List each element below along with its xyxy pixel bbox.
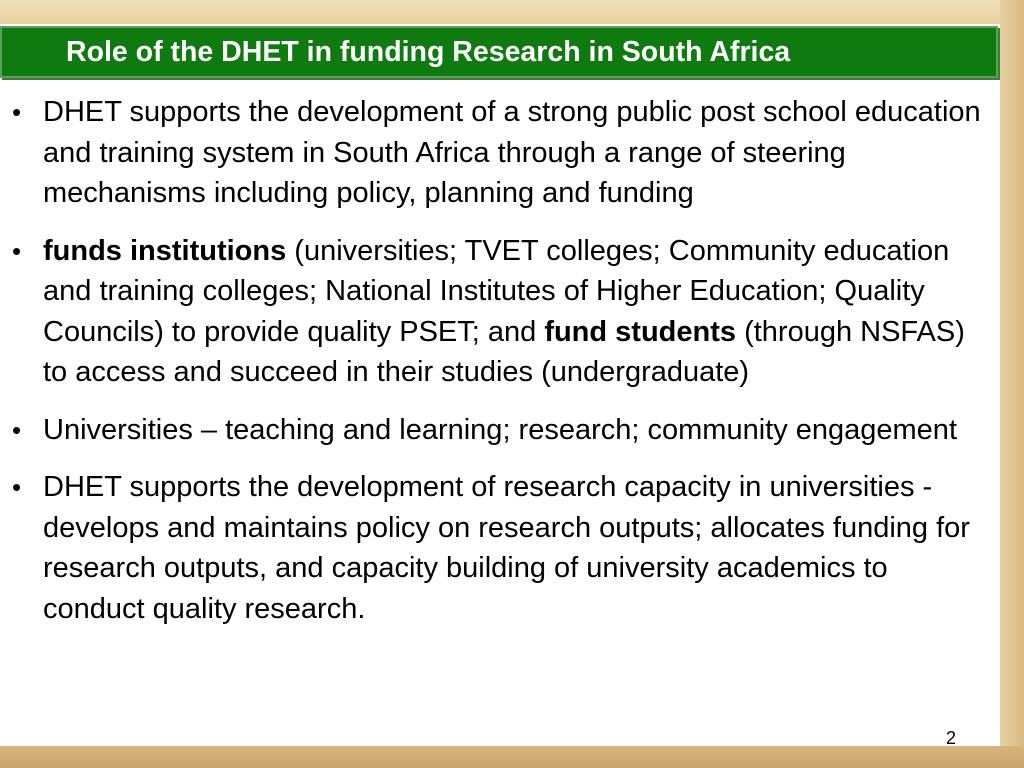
bullet-text xyxy=(43,96,981,209)
frame-top-border xyxy=(0,0,1024,24)
bullet-text xyxy=(43,414,957,446)
frame-bottom-border xyxy=(0,746,1024,768)
bullet-text xyxy=(43,471,970,625)
bullet-text-run: DHET supports the development of research capacity in universities - develops and maintains policy on research outputs; allocates funding for research outputs, and capacity building of university academics to conduct quality research. xyxy=(43,471,970,625)
bullet-text xyxy=(43,235,965,389)
bullet-text-run: (universities; TVET colleges; Community education and training colleges; National Institutes of Higher Education; Quality Councils) to provide quality PSET; and xyxy=(43,234,950,348)
bullet-list xyxy=(0,92,1000,646)
bullet-text-run: DHET supports the development of a strong public post school education and training system in South Africa through a range of steering mechanisms including policy, planning and funding xyxy=(43,96,981,209)
bullet-item xyxy=(0,410,1000,451)
bullet-text-bold-run: fund students xyxy=(544,315,737,348)
page-number: 2 xyxy=(946,728,957,748)
bullet-item xyxy=(0,467,1000,629)
slide-title: Role of the DHET in funding Research in South Africa xyxy=(66,35,791,68)
bullet-dot-icon: • xyxy=(12,97,22,127)
bullet-text-run: Universities – teaching and learning; research; community engagement xyxy=(43,413,957,446)
title-bar xyxy=(0,26,998,78)
bullet-item xyxy=(0,231,1000,393)
bullet-dot-icon: • xyxy=(12,472,22,502)
bullet-dot-icon: • xyxy=(12,414,22,445)
bullet-item xyxy=(0,92,1000,214)
bullet-text-run: (through NSFAS) to access and succeed in their studies (undergraduate) xyxy=(43,315,965,388)
frame-right-border xyxy=(1000,0,1024,768)
bullet-text-bold-run: funds institutions xyxy=(43,234,287,267)
bullet-dot-icon: • xyxy=(12,235,22,266)
